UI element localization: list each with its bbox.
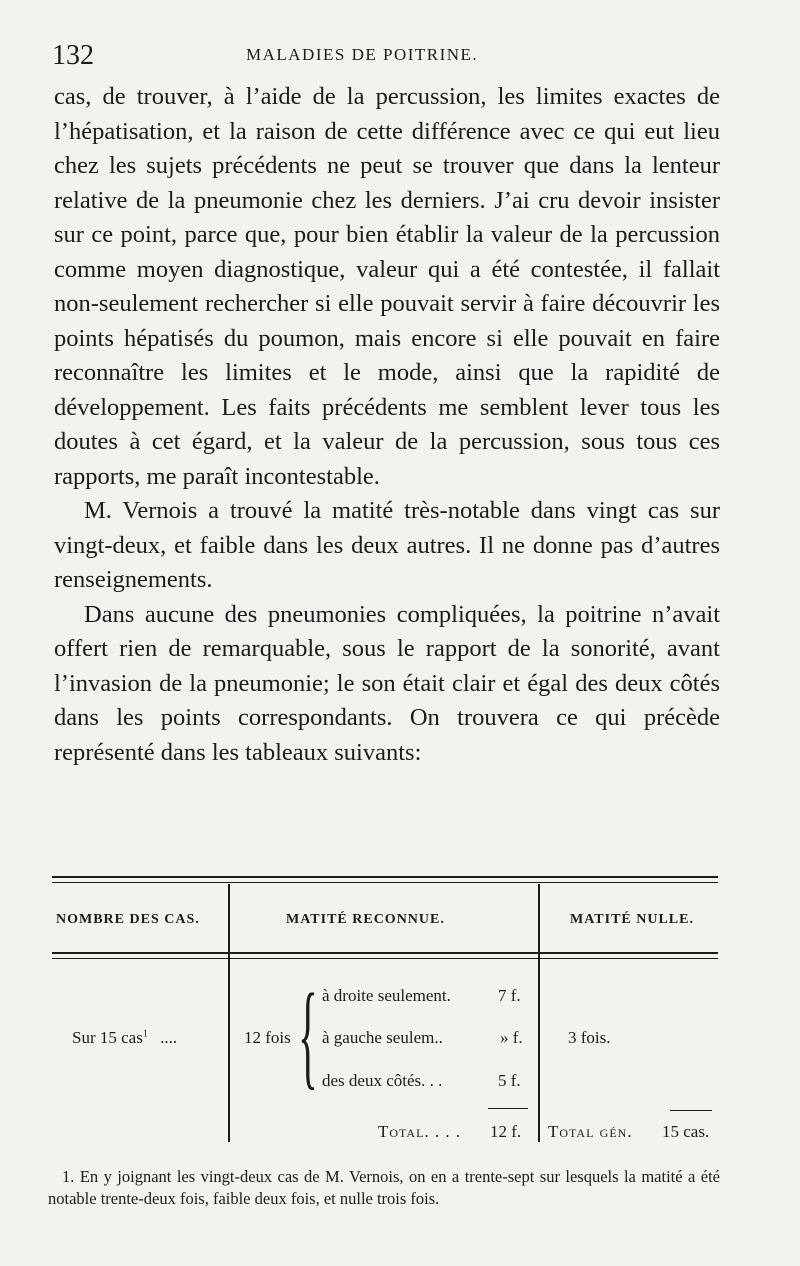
total-label: Total. . . .: [378, 1122, 462, 1141]
footnote-text: En y joignant les vingt-deux cas de M. Vernois, on en a trente-sept sur lesquels la matité a été notable trente-deux fois, faible deux fois, et nulle trois fois.: [48, 1167, 721, 1208]
sub-row-label: des deux côtés. . .: [322, 1071, 443, 1090]
page-number: 132: [52, 40, 94, 71]
paragraph-3: Dans aucune des pneumonies compliquées, la poitrine n’avait offert rien de remarquable, sous le rapport de la sonorité, avant l’invasion de la pneumonie; le son était clair et égal des deux côtés dans les points correspondants. On trouvera ce qui précède représenté dans les tableaux suivants:: [54, 600, 720, 766]
header-nombre-des-cas: NOMBRE DES CAS.: [56, 912, 200, 927]
sub-row-value: 5 f.: [498, 1071, 521, 1090]
sub-row-label: à droite seulement.: [322, 986, 451, 1005]
header-matite-reconnue: MATITÉ RECONNUE.: [286, 912, 445, 927]
body-text: [54, 80, 720, 770]
sub-row-value: » f.: [500, 1028, 523, 1047]
dot-leader: ....: [160, 1028, 178, 1047]
cases-label: Sur 15 cas: [72, 1028, 143, 1047]
paragraph-1: cas, de trouver, à l’aide de la percussion, les limites exactes de l’hépatisation, et la raison de cette différence avec ce qui eut lieu chez les sujets précédents ne peut se trouver que dans la lenteur relative de la pneumonie chez les derniers. J’ai cru devoir insister sur ce point, parce que, pour bien établir la valeur de la percussion comme moyen diagnostique, valeur qui a été contestée, il fallait non-seulement rechercher si elle pouvait servir à faire découvrir les points hépatisés du poumon, mais encore si elle pouvait en faire reconnaître les limites et le mode, ainsi que la rapidité de développement. Les faits précédents me semblent lever tous les doutes à cet égard, et la valeur de la percussion, sous tous ces rapports, me paraît incontestable.: [54, 83, 720, 490]
footnote-mark: 1.: [62, 1167, 75, 1186]
running-title: MALADIES DE POITRINE.: [246, 45, 479, 64]
paragraph-2: M. Vernois a trouvé la matité très-notable dans vingt cas sur vingt-deux, et faible dans les deux autres. Il ne donne pas d’autres renseignements.: [54, 497, 720, 593]
fois-cell: 12 fois: [244, 1028, 291, 1047]
grand-total-label: Total gén.: [548, 1122, 633, 1141]
sub-row-value: 7 f.: [498, 986, 521, 1005]
grand-total-rule: [670, 1110, 712, 1111]
header-bottom-rule-thin: [52, 958, 718, 959]
column-divider-2: [538, 884, 540, 1142]
header-matite-nulle: MATITÉ NULLE.: [570, 912, 694, 927]
sub-row-label: à gauche seulem..: [322, 1028, 443, 1047]
column-divider-1: [228, 884, 230, 1142]
grand-total-value: 15 cas.: [662, 1122, 710, 1141]
table-top-rule: [52, 876, 718, 878]
table-top-rule-thin: [52, 882, 718, 883]
header-bottom-rule: [52, 952, 718, 954]
footnote: [48, 1166, 720, 1210]
matite-nulle-value: 3 fois.: [568, 1028, 611, 1047]
cases-cell: [72, 1028, 177, 1048]
total-value: 12 f.: [490, 1122, 522, 1141]
footnote-reference: 1: [142, 1028, 148, 1040]
brace-icon: {: [298, 969, 318, 1100]
subtotal-rule: [488, 1108, 528, 1109]
